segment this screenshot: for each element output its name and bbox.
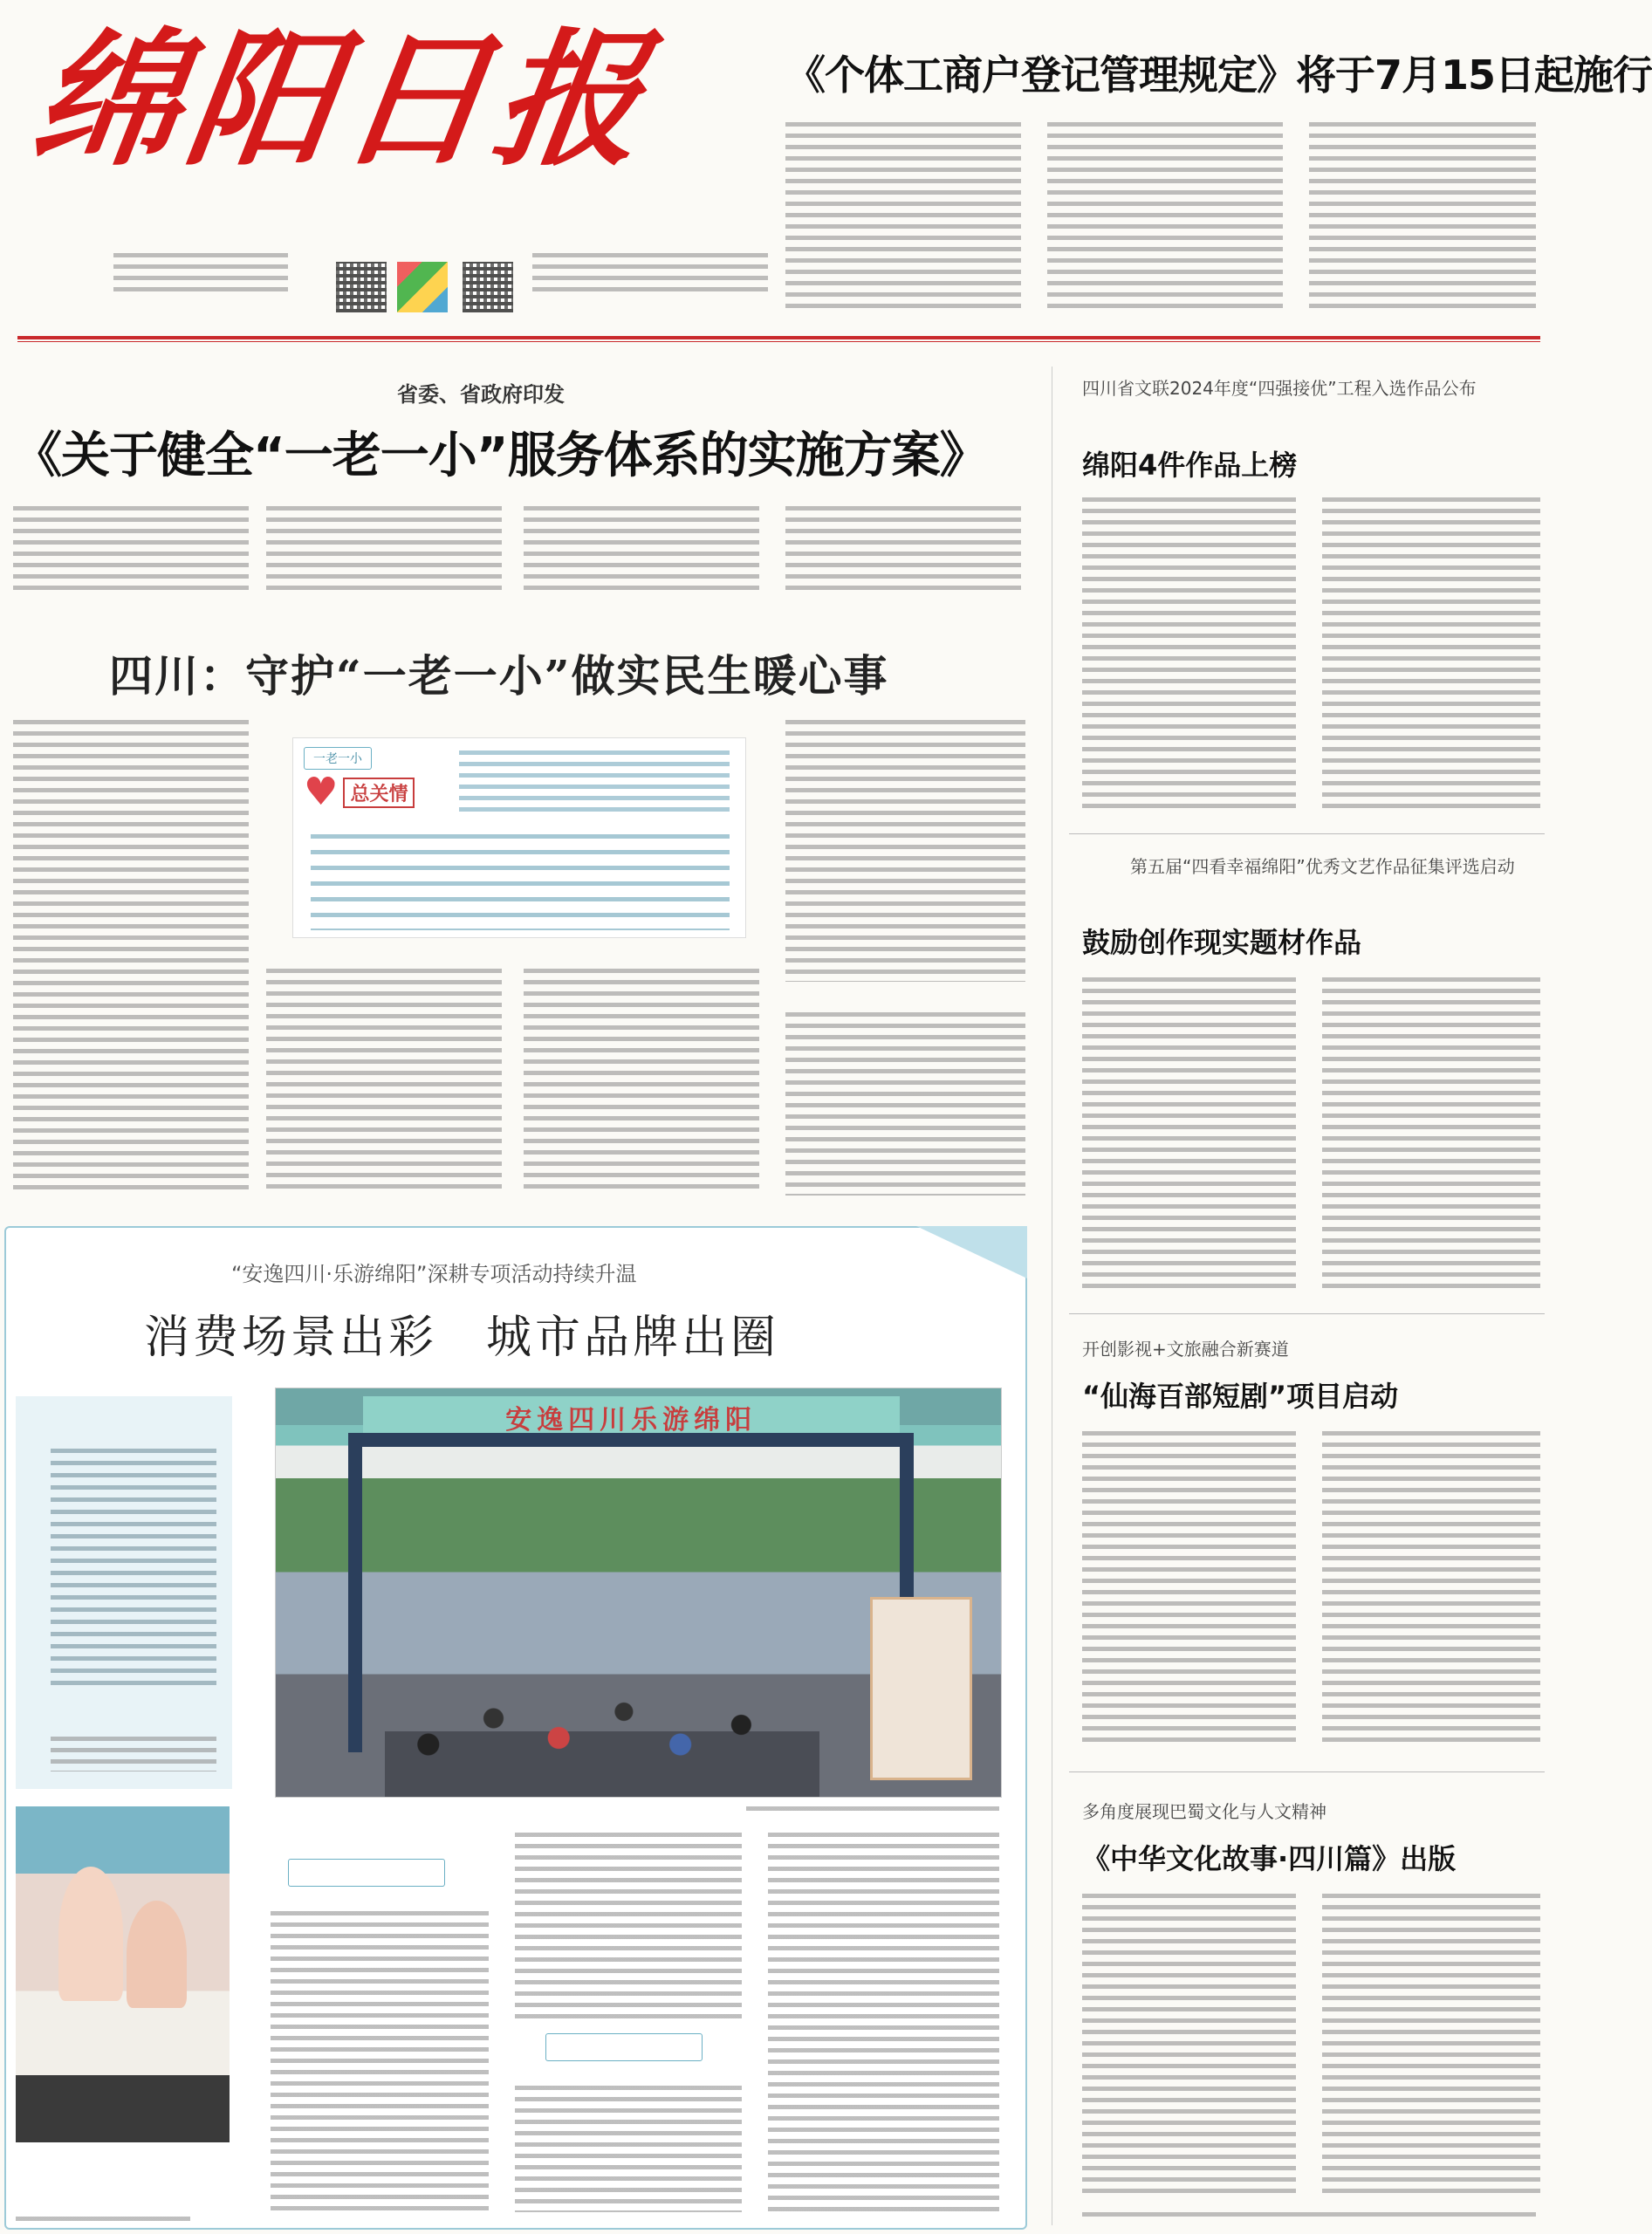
feature-column-1	[271, 1911, 489, 2212]
feature-photo	[275, 1388, 1002, 1798]
feature-intro-text	[51, 1449, 216, 1693]
feature-kicker: “安逸四川·乐游绵阳”深耕专项活动持续升温	[231, 1262, 637, 1286]
sidebar-item-column	[1322, 977, 1540, 1292]
second-story-column-2	[266, 969, 502, 1196]
sidebar-divider	[1069, 833, 1545, 834]
lead-story-headline: 《关于健全“一老一小”服务体系的实施方案》	[13, 428, 988, 484]
sidebar-item-column	[1322, 1894, 1540, 2195]
top-story-column-3	[1309, 122, 1536, 314]
lead-story-column-2	[266, 506, 502, 593]
masthead	[23, 13, 751, 271]
feature-column-4	[768, 1833, 999, 2212]
masthead-rule-thin	[17, 341, 1540, 342]
lead-story-column-1	[13, 506, 249, 593]
info-box-list	[311, 834, 730, 930]
sidebar-item-headline: 鼓励创作现实题材作品	[1082, 926, 1362, 959]
subhead-tag-icon	[288, 1859, 445, 1887]
second-story-column-5	[785, 1012, 1025, 1196]
photo-caption	[746, 1806, 999, 1815]
info-box-summary	[459, 750, 730, 812]
feature-subhead-1	[288, 1859, 445, 1890]
second-story-column-4	[785, 720, 1025, 982]
sidebar-divider	[1069, 1771, 1545, 1772]
photo-signboard	[870, 1597, 971, 1781]
lead-story-column-3	[524, 506, 759, 593]
photo-banner: 安逸四川乐游绵阳	[363, 1396, 900, 1437]
app-logo-icon	[397, 262, 448, 312]
sidebar-item-column	[1082, 497, 1296, 812]
sidebar-item-column	[1322, 1431, 1540, 1745]
feature-column-3	[515, 2086, 742, 2212]
masthead-info-text	[113, 253, 288, 297]
photo-person	[58, 1867, 123, 2001]
second-story-headline: 四川：守护“一老一小”做实民生暖心事	[109, 650, 889, 702]
feature-photo-secondary	[16, 1806, 230, 2142]
top-story-column-2	[1047, 122, 1283, 314]
photo-crowd	[385, 1666, 820, 1797]
page-footer-credits	[1082, 2212, 1536, 2221]
masthead-meta-text	[532, 253, 768, 297]
lead-story-kicker: 省委、省政府印发	[397, 381, 565, 407]
sidebar-item-headline: “仙海百部短剧”项目启动	[1082, 1380, 1399, 1413]
info-label: 总关情	[343, 778, 415, 808]
feature-subhead-2	[545, 2033, 703, 2065]
secondary-photo-caption	[16, 2217, 190, 2225]
masthead-title: 绵阳日报	[23, 13, 661, 186]
photo-person	[127, 1901, 187, 2008]
masthead-rule	[17, 336, 1540, 339]
second-story-column-3	[524, 969, 759, 1196]
sidebar-item-headline: 《中华文化故事·四川篇》出版	[1082, 1842, 1457, 1875]
feature-headline: 消费场景出彩 城市品牌出圈	[144, 1312, 780, 1364]
sidebar-item-kicker: 多角度展现巴蜀文化与人文精神	[1082, 1801, 1326, 1822]
feature-sidebar-block	[16, 1396, 232, 1789]
sidebar-divider	[1069, 1313, 1545, 1314]
feature-byline	[51, 1737, 216, 1771]
second-story-column-1	[13, 720, 249, 1191]
qr-code-icon	[336, 262, 387, 312]
sidebar-item-kicker: 第五届“四看幸福绵阳”优秀文艺作品征集评选启动	[1130, 856, 1515, 877]
info-tag: 一老一小	[304, 747, 372, 770]
qr-code-icon	[463, 262, 513, 312]
sidebar-item-kicker: 四川省文联2024年度“四强接优”工程入选作品公布	[1082, 378, 1477, 399]
feature-column-2	[515, 1833, 742, 2025]
heart-icon: ♥	[304, 770, 339, 814]
info-box	[292, 737, 746, 938]
subhead-tag-icon	[545, 2033, 703, 2061]
info-box-badge	[304, 747, 415, 812]
sidebar-item-headline: 绵阳4件作品上榜	[1082, 449, 1298, 482]
lead-story-column-4	[785, 506, 1021, 593]
sidebar-item-column	[1082, 1894, 1296, 2195]
top-story-headline: 《个体工商户登记管理规定》将于7月15日起施行	[785, 51, 1652, 99]
sidebar-item-column	[1082, 1431, 1296, 1745]
top-story-column-1	[785, 122, 1021, 314]
sidebar-item-column	[1322, 497, 1540, 812]
sidebar-item-column	[1082, 977, 1296, 1292]
sidebar-item-kicker: 开创影视+文旅融合新赛道	[1082, 1339, 1289, 1360]
